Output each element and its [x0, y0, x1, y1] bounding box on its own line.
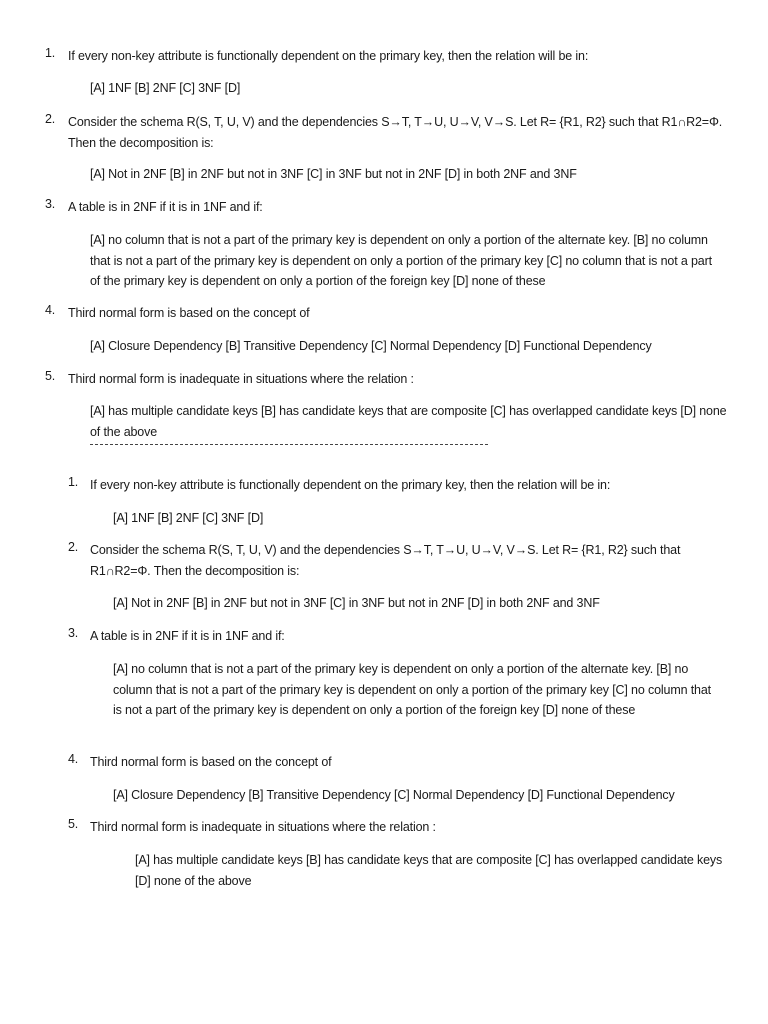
- question-number: 1.: [45, 46, 56, 60]
- question-options: [A] Not in 2NF [B] in 2NF but not in 3NF [C] in 3NF but not in 2NF [D] in both 2NF and 3NF: [113, 596, 600, 610]
- question-number: 5.: [68, 817, 79, 831]
- section-divider: [90, 444, 488, 445]
- question-text: Third normal form is based on the concept of: [90, 755, 332, 769]
- question-number: 4.: [68, 752, 79, 766]
- question-options: [A] no column that is not a part of the primary key is dependent on only a portion of the alternate key. [B] no column that is not a part of the primary key is dependent on only a portion of the primary key [C] no column that is not a part of the primary key is dependent on only a portion of the foreign key [D] none of these: [90, 233, 712, 288]
- question-number: 5.: [45, 369, 56, 383]
- question-number: 2.: [68, 540, 79, 554]
- question-number: 2.: [45, 112, 56, 126]
- question-text: Consider the schema R(S, T, U, V) and the dependencies S→T, T→U, U→V, V→S. Let R= {R1, R2} such that R1∩R2=Φ. Then the decomposition is:: [68, 115, 723, 150]
- question-text: Consider the schema R(S, T, U, V) and the dependencies S→T, T→U, U→V, V→S. Let R= {R1, R2} such that R1∩R2=Φ. Then the decomposition is:: [90, 543, 681, 578]
- question-options: [A] has multiple candidate keys [B] has candidate keys that are composite [C] has overlapped candidate keys [D] none of the above: [135, 853, 723, 888]
- question-text: Third normal form is inadequate in situations where the relation :: [90, 820, 436, 834]
- question-options: [A] has multiple candidate keys [B] has candidate keys that are composite [C] has overlapped candidate keys [D] none of the above: [90, 404, 727, 439]
- question-text: Third normal form is based on the concept of: [68, 306, 310, 320]
- question-text: A table is in 2NF if it is in 1NF and if:: [68, 200, 263, 214]
- question-options: [A] Closure Dependency [B] Transitive Dependency [C] Normal Dependency [D] Functional Dependency: [90, 339, 652, 353]
- question-number: 3.: [45, 197, 56, 211]
- question-options: [A] 1NF [B] 2NF [C] 3NF [D]: [90, 81, 241, 95]
- question-number: 1.: [68, 475, 79, 489]
- question-text: If every non-key attribute is functionally dependent on the primary key, then the relation will be in:: [68, 49, 589, 63]
- question-options: [A] Not in 2NF [B] in 2NF but not in 3NF [C] in 3NF but not in 2NF [D] in both 2NF and 3NF: [90, 167, 577, 181]
- question-number: 4.: [45, 303, 56, 317]
- question-options: [A] no column that is not a part of the primary key is dependent on only a portion of the alternate key. [B] no column that is not a part of the primary key is dependent on only a portion of the primary key [C] no column that is not a part of the primary key is dependent on only a portion of the foreign key [D] none of these: [113, 662, 711, 717]
- question-options: [A] 1NF [B] 2NF [C] 3NF [D]: [113, 511, 264, 525]
- question-number: 3.: [68, 626, 79, 640]
- question-options: [A] Closure Dependency [B] Transitive Dependency [C] Normal Dependency [D] Functional Dependency: [113, 788, 675, 802]
- question-text: Third normal form is inadequate in situations where the relation :: [68, 372, 414, 386]
- question-text: A table is in 2NF if it is in 1NF and if:: [90, 629, 285, 643]
- question-text: If every non-key attribute is functionally dependent on the primary key, then the relation will be in:: [90, 478, 611, 492]
